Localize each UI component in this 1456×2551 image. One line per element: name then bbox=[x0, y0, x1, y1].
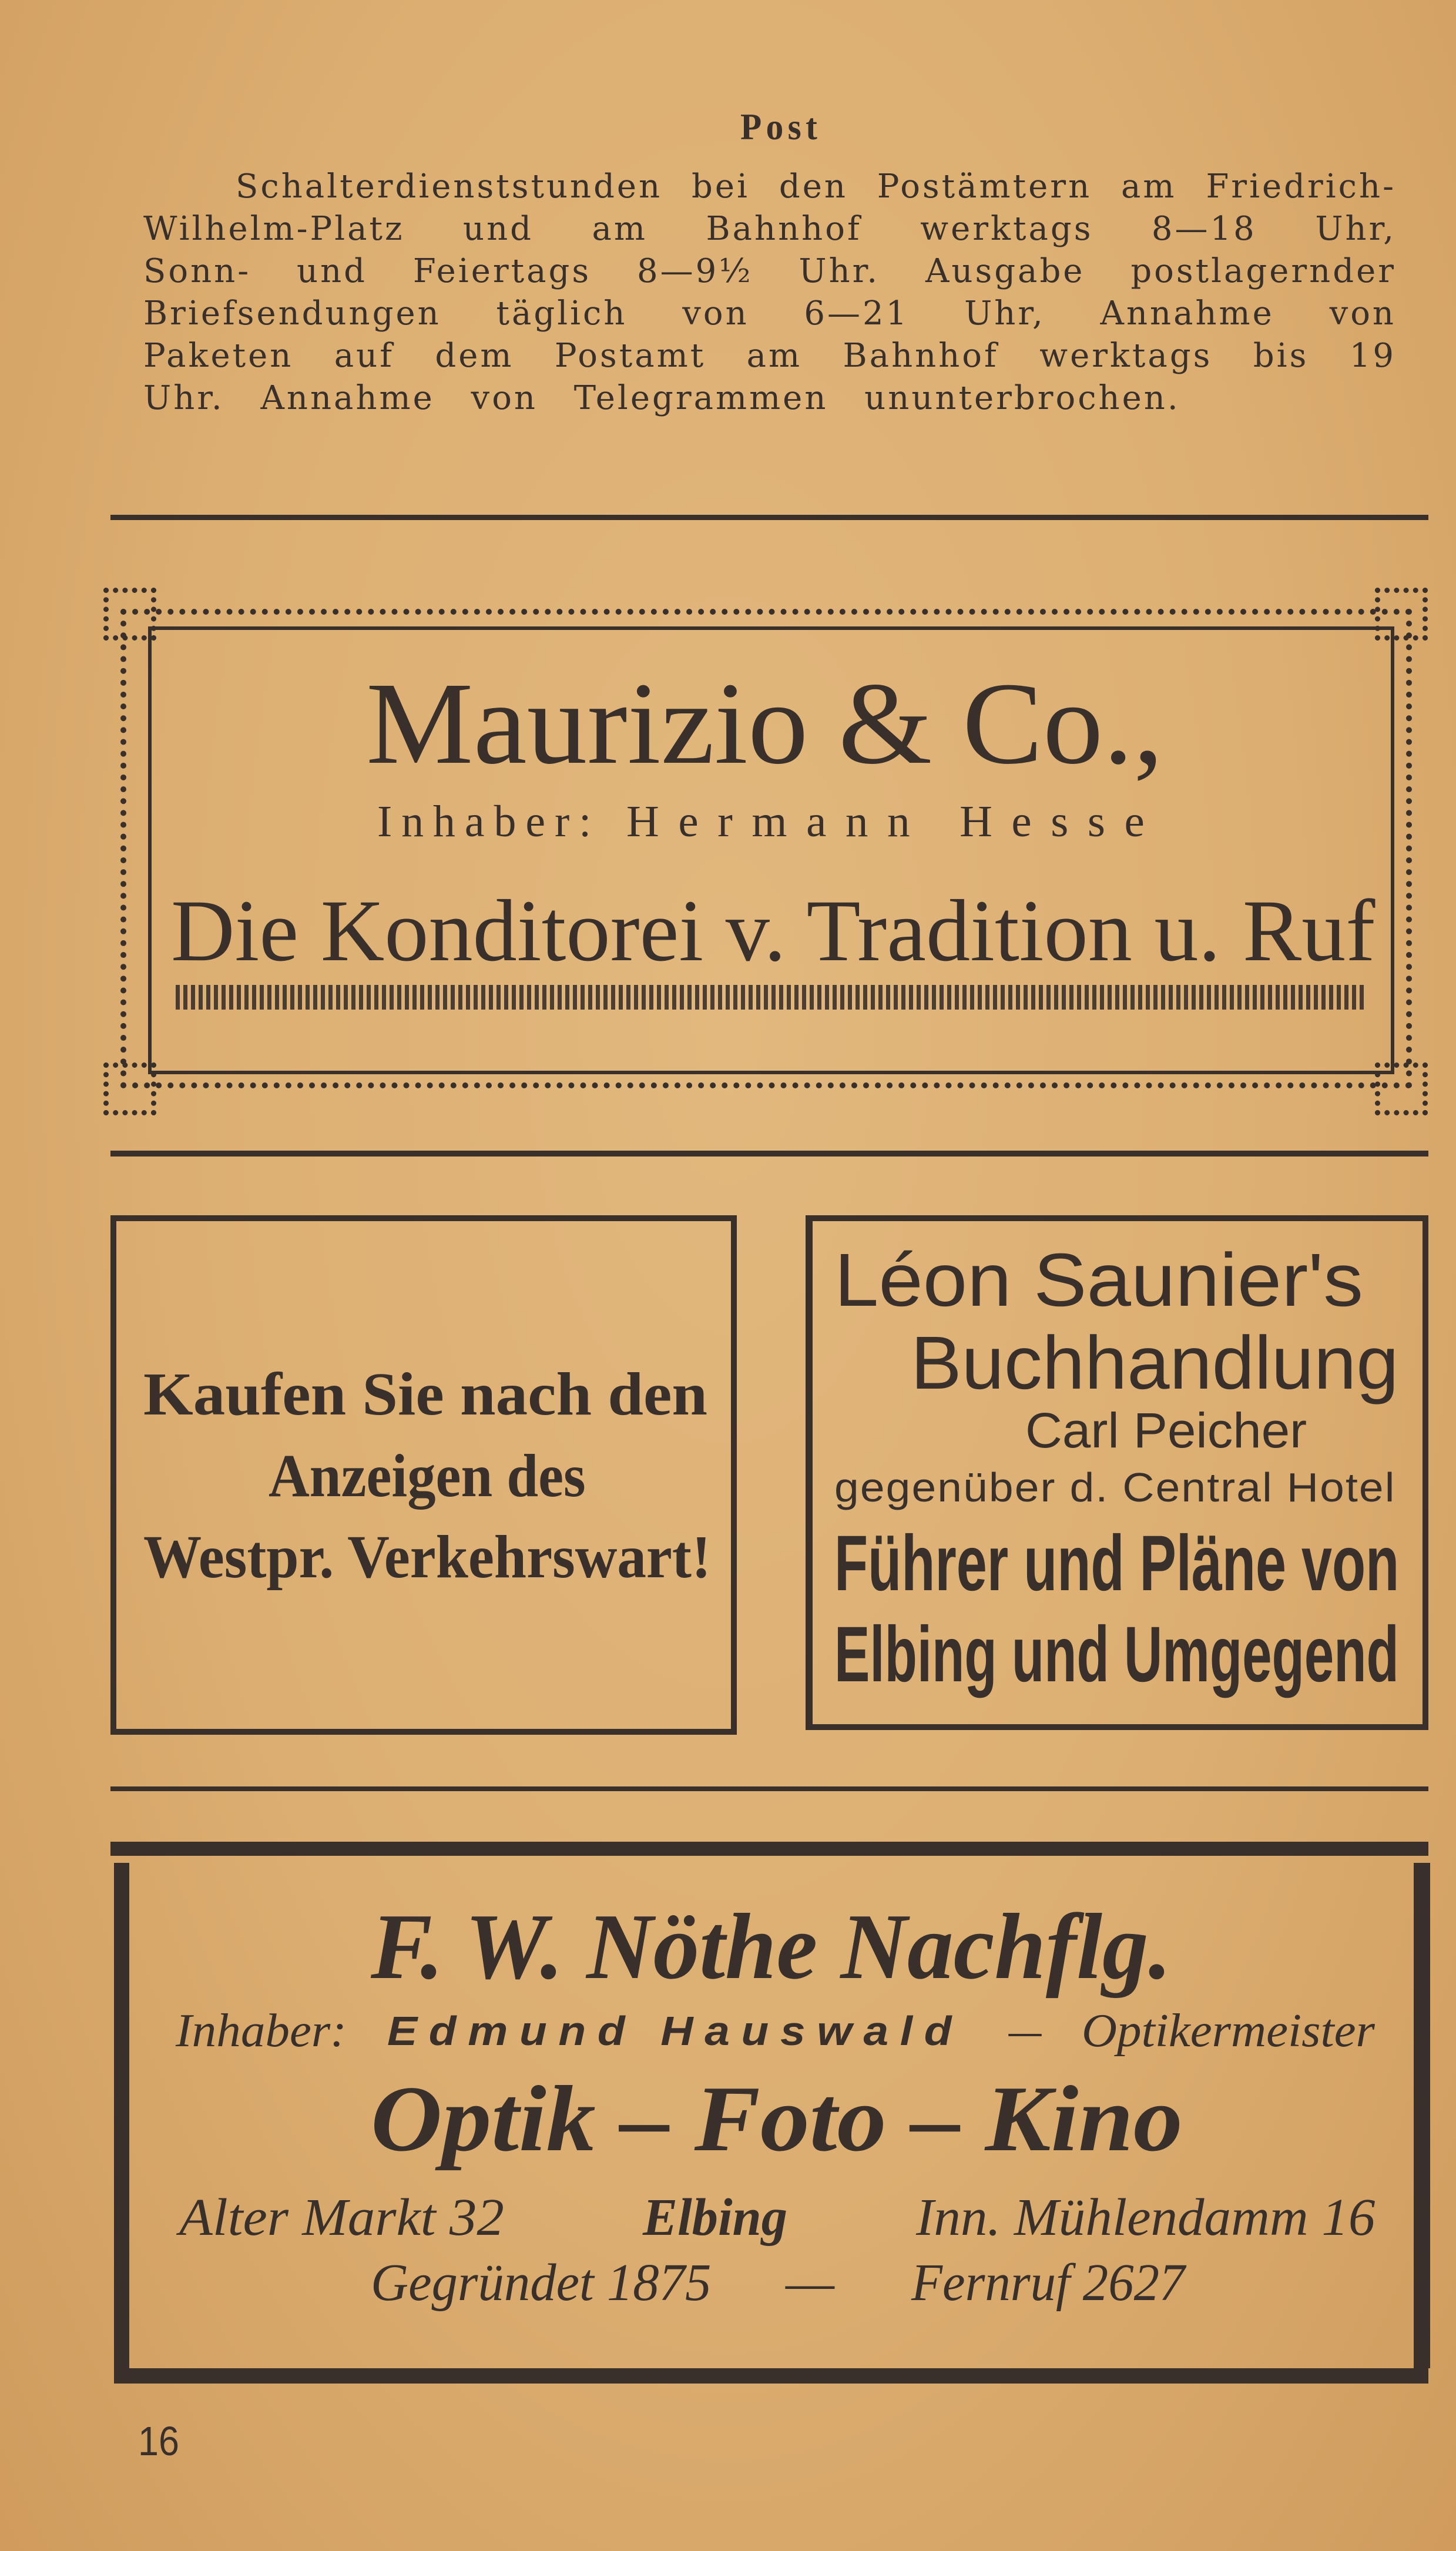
ad-phone: Fernruf 2627 bbox=[911, 2254, 1185, 2312]
divider-rule bbox=[110, 1786, 1428, 1791]
ad-owner-name: Hermann Hesse bbox=[626, 797, 1164, 846]
post-line: Uhr. Annahme von Telegrammen ununterbrochen. bbox=[143, 379, 1180, 417]
post-paragraph bbox=[143, 166, 1396, 420]
ad-owner-name: Edmund Hauswald bbox=[387, 2008, 964, 2054]
frame-corner-ornament bbox=[103, 588, 156, 641]
ad-company-name: Léon Saunier's bbox=[834, 1238, 1363, 1322]
post-line: Sonn- und Feiertags 8—9½ Uhr. Ausgabe postlagernder bbox=[143, 252, 1396, 290]
post-heading: Post bbox=[740, 106, 822, 148]
post-line: Wilhelm-Platz und am Bahnhof werktags 8—18 Uhr, bbox=[143, 210, 1396, 248]
decorative-bar-row bbox=[176, 985, 1367, 1010]
ad-frame-bottom-bar bbox=[114, 2368, 1428, 2384]
frame-corner-ornament bbox=[1375, 1062, 1428, 1115]
ad-city: Elbing bbox=[643, 2188, 788, 2247]
ad-owner-name: Carl Peicher bbox=[1025, 1403, 1307, 1458]
post-line: Briefsendungen täglich von 6—21 Uhr, Annahme von bbox=[143, 294, 1396, 333]
post-line: Schalterdienststunden bei den Postämtern am Friedrich- bbox=[236, 167, 1396, 206]
ad-frame-top-bar bbox=[110, 1842, 1428, 1856]
ad-company-name: F. W. Nöthe Nachflg. bbox=[371, 1894, 1172, 1999]
ad-location: gegenüber d. Central Hotel bbox=[834, 1464, 1396, 1510]
ad-founded-separator: — bbox=[786, 2254, 835, 2312]
ad-business-type: Buchhandlung bbox=[911, 1321, 1399, 1405]
divider-rule bbox=[110, 515, 1428, 520]
ad-services: Optik – Foto – Kino bbox=[371, 2066, 1183, 2171]
ad-address-right: Inn. Mühlendamm 16 bbox=[916, 2188, 1376, 2247]
ad-owner-separator: – bbox=[1009, 2005, 1041, 2057]
ad-address-left: Alter Markt 32 bbox=[179, 2188, 504, 2247]
page-number: 16 bbox=[138, 2418, 179, 2464]
divider-rule bbox=[110, 1151, 1428, 1157]
ad-text-line: Kaufen Sie nach den bbox=[143, 1360, 707, 1428]
ad-owner-label: Inhaber: bbox=[377, 797, 601, 846]
ad-slogan: Die Konditorei v. Tradition u. Ruf bbox=[171, 882, 1376, 980]
ad-owner-title: Optikermeister bbox=[1082, 2005, 1375, 2057]
frame-corner-ornament bbox=[103, 1062, 156, 1115]
ad-frame-left-bar bbox=[114, 1863, 129, 2368]
ad-owner-label: Inhaber: bbox=[176, 2005, 347, 2057]
ad-offer-line: Führer und Pläne von bbox=[834, 1520, 1400, 1607]
ad-founded: Gegründet 1875 bbox=[371, 2254, 712, 2312]
ad-company-name: Maurizio & Co., bbox=[366, 659, 1164, 789]
ad-text-line: Anzeigen des bbox=[269, 1442, 586, 1510]
ad-offer-line: Elbing und Umgegend bbox=[834, 1611, 1399, 1698]
frame-corner-ornament bbox=[1375, 588, 1428, 641]
ad-text-line: Westpr. Verkehrswart! bbox=[143, 1523, 711, 1591]
ad-frame-right-bar bbox=[1414, 1863, 1430, 2368]
post-line: Paketen auf dem Postamt am Bahnhof werktags bis 19 bbox=[143, 337, 1396, 375]
